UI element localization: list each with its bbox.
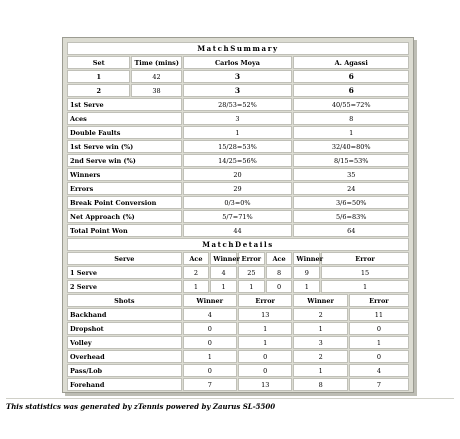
player2-error: 1 [349,336,409,349]
player2-winner: 2 [293,308,347,321]
stat-row [67,154,409,167]
player1-header: Carlos Moya [183,56,293,69]
set-number: 1 [67,70,130,83]
shots-header: Shots [67,294,182,307]
player2-serve-value: 8 [266,266,293,279]
player2-winner: 8 [293,378,347,391]
shot-row [67,336,409,349]
player2-games: 6 [293,84,409,97]
stat-label: 1st Serve [67,98,182,111]
stat-label: Winners [67,168,182,181]
shot-label: Volley [67,336,182,349]
player2-winner: 1 [293,322,347,335]
player2-error: 7 [349,378,409,391]
stat-label: Net Approach (%) [67,210,182,223]
footer-note: This statistics was generated by zTennis powered by Zaurus SL-5500 [6,402,276,411]
player2-winner: 3 [293,336,347,349]
player1-error: 1 [238,336,292,349]
player2-stat: 3/6=50% [293,196,409,209]
set-number: 2 [67,84,130,97]
player2-serve-value: 0 [266,280,293,293]
player1-stat: 44 [183,224,293,237]
set-time: 42 [131,70,181,83]
player2-stat: 40/55=72% [293,98,409,111]
player2-winner-header: Winner [293,294,347,307]
player2-ace-header: Ace [266,252,293,265]
player2-stat: 24 [293,182,409,195]
stat-row [67,224,409,237]
shot-label: Forehand [67,378,182,391]
serve-label: 2 Serve [67,280,182,293]
player1-winner: 7 [183,378,237,391]
details-title-row [67,238,409,251]
time-header: Time (mins) [131,56,181,69]
set-header: Set [67,56,130,69]
stat-row [67,210,409,223]
stat-row [67,126,409,139]
player2-stat: 1 [293,126,409,139]
player1-games: 3 [183,70,293,83]
shot-row [67,378,409,391]
player2-error-header: Error [321,252,409,265]
player2-error: 11 [349,308,409,321]
player2-serve-value: 1 [293,280,320,293]
serve-row [67,280,409,293]
serve-header: Serve [67,252,182,265]
player1-winner: 1 [183,350,237,363]
player1-error: 0 [238,350,292,363]
player1-stat: 20 [183,168,293,181]
stat-row [67,112,409,125]
player1-stat: 0/3=0% [183,196,293,209]
player1-winner: 0 [183,364,237,377]
player1-serve-value: 4 [210,266,237,279]
player2-winner: 2 [293,350,347,363]
player1-ace-header: Ace [183,252,210,265]
player1-serve-value: 1 [210,280,237,293]
player1-serve-value: 1 [238,280,265,293]
player2-stat: 32/40=80% [293,140,409,153]
match-details-title: MatchDetails [67,238,409,251]
footer-divider [6,398,454,399]
match-summary-table [66,41,410,392]
stat-row [67,140,409,153]
stat-row [67,182,409,195]
shots-header-row [67,294,409,307]
player1-error-header: Error [238,252,265,265]
shot-label: Dropshot [67,322,182,335]
shot-row [67,308,409,321]
player1-serve-value: 2 [183,266,210,279]
player2-stat: 5/6=83% [293,210,409,223]
player1-error: 1 [238,322,292,335]
player1-winner: 4 [183,308,237,321]
player2-error: 0 [349,350,409,363]
stat-label: 1st Serve win (%) [67,140,182,153]
player2-serve-value: 1 [321,280,409,293]
player1-winner: 0 [183,322,237,335]
player2-winner-header: Winner [293,252,320,265]
stat-label: 2nd Serve win (%) [67,154,182,167]
player2-stat: 8 [293,112,409,125]
summary-header-row [67,56,409,69]
player1-winner-header: Winner [210,252,237,265]
player1-serve-value: 25 [238,266,265,279]
shot-row [67,322,409,335]
stat-row [67,168,409,181]
player2-winner: 1 [293,364,347,377]
serve-label: 1 Serve [67,266,182,279]
player1-stat: 3 [183,112,293,125]
player2-stat: 8/15=53% [293,154,409,167]
shot-row [67,350,409,363]
player2-serve-value: 15 [321,266,409,279]
player1-error: 0 [238,364,292,377]
player2-header: A. Agassi [293,56,409,69]
player1-stat: 29 [183,182,293,195]
shot-label: Pass/Lob [67,364,182,377]
player1-stat: 15/28=53% [183,140,293,153]
player1-stat: 1 [183,126,293,139]
player2-serve-value: 9 [293,266,320,279]
stat-row [67,196,409,209]
player1-stat: 14/25=56% [183,154,293,167]
stat-label: Errors [67,182,182,195]
shot-row [67,364,409,377]
shot-label: Overhead [67,350,182,363]
player2-stat: 64 [293,224,409,237]
match-summary-title: MatchSummary [67,42,409,55]
set-time: 38 [131,84,181,97]
set-row [67,84,409,97]
player1-winner-header: Winner [183,294,237,307]
set-row [67,70,409,83]
player1-winner: 0 [183,336,237,349]
table-body [67,42,409,391]
stats-panel [62,37,414,393]
player1-games: 3 [183,84,293,97]
player2-games: 6 [293,70,409,83]
stat-row [67,98,409,111]
player1-serve-value: 1 [183,280,210,293]
player1-stat: 5/7=71% [183,210,293,223]
shot-label: Backhand [67,308,182,321]
player1-error: 13 [238,378,292,391]
player2-error-header: Error [349,294,409,307]
player2-error: 4 [349,364,409,377]
serve-header-row [67,252,409,265]
player1-error-header: Error [238,294,292,307]
player2-stat: 35 [293,168,409,181]
player2-error: 0 [349,322,409,335]
serve-row [67,266,409,279]
player1-error: 13 [238,308,292,321]
stat-label: Break Point Conversion [67,196,182,209]
stat-label: Aces [67,112,182,125]
stat-label: Total Point Won [67,224,182,237]
stat-label: Double Faults [67,126,182,139]
player1-stat: 28/53=52% [183,98,293,111]
